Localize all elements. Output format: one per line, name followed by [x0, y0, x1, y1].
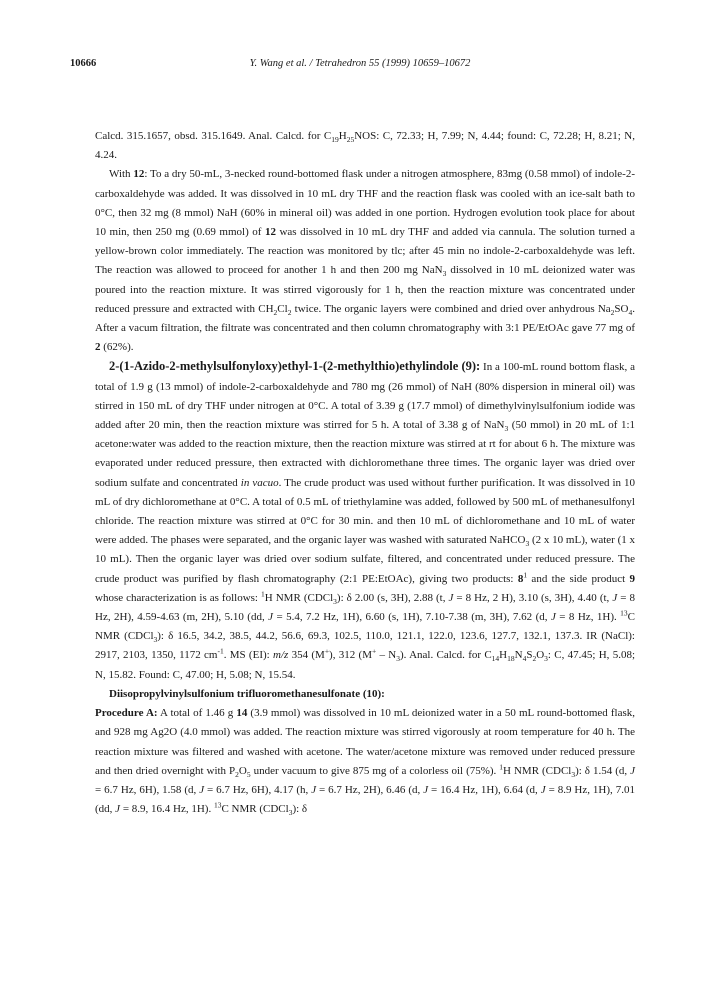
paragraph-analysis-continuation: Calcd. 315.1657, obsd. 315.1649. Anal. Calcd. for $C_{19}H_{25}NOS$: C, 72.33; H, 7.99; N, 4.44; found: C, 72.28; H, 8.21; N, 4.24.	[95, 130, 635, 162]
journal-reference: Y. Wang et al. / Tetrahedron 55 (1999) 10659–10672	[249, 58, 471, 69]
article-body	[95, 127, 635, 819]
paragraph-compound-9: 2-(1-Azido-2-methylsulfonyloxy)ethyl-1-(2-methylthio)ethylindole (9): In a 100-mL round bottom flask, a total of 1.9 g (13 mmol) of indole-2-carboxaldehyde and 780 mg (26 mmol) of NaH (80% dispersion in mineral oil) was stirred in 150 mL of dry THF under nitrogen at 0°C. A total of 3.39 g (17.7 mmol) of dimethylvinylsulfonium iodide was added after 20 min, then the reaction mixture was stirred for 5 h. A total of 3.38 g of NaN$_3$ (50 mmol) in 20 mL of 1:1 acetone:water was added to the reaction mixture, then the reaction mixture was stirred at rt for about 6 h. The mixture was evaporated under reduced pressure, then extracted with dichloromethane three times. The organic layer was dried over sodium sulfate and concentrated in vacuo. The crude product was used without further purification. It was dissolved in 10 mL of dry dichloromethane at 0°C. A total of 0.5 mL of triethylamine was added, followed by 500 mL of methanesulfonyl chloride. The reaction mixture was stirred at 0°C for 30 min. and then 10 mL of dichloromethane and 10 mL of water were added. The phases were separated, and the organic layer was washed with saturated NaHCO$_3$ (2 x 10 mL), water (1 x 10 mL). Then the organic layer was dried over sodium sulfate, filtered, and concentrated under reduced pressure. The crude product was purified by flash chromatography (2:1 PE:EtOAc), giving two products: $8^1$ and the side product 9 whose characterization is as follows: $^1$H NMR (CDCl$_3$): δ 2.00 (s, 3H), 2.88 (t, J = 8 Hz, 2 H), 3.10 (s, 3H), 4.40 (t, J = 8 Hz, 2H), 4.59-4.63 (m, 2H), 5.10 (dd, J = 5.4, 7.2 Hz, 1H), 6.60 (s, 1H), 7.10-7.38 (m, 3H), 7.62 (d, J = 8 Hz, 1H). $^{13}$C NMR (CDCl$_3$): δ 16.5, 34.2, 38.5, 44.2, 56.6, 69.3, 102.5, 110.0, 121.1, 122.0, 123.6, 127.7, 132.1, 137.3. IR (NaCl): 2917, 2103, 1350, 1172 $cm^{-1}$. MS (EI): m/z 354 (M+), 312 $(M^+ - N_3)$. Anal. Calcd. for $C_{14}H_{18}N_4S_2O_3$: C, 47.45; H, 5.08; N, 15.82. Found: C, 47.00; H, 5.08; N, 15.54.	[95, 359, 636, 681]
paragraph-procedure-a: Procedure A: A total of 1.46 g 14 (3.9 mmol) was dissolved in 10 mL deionized water in a 50 mL round-bottomed flask, and 928 mg Ag2O (4.0 mmol) was added. The reaction mixture was stirred vigorously at room temperature for 40 h. The reaction mixture was filtered and washed with acetone. The water/acetone mixture was removed under reduced pressure and then dried overnight with $P_2O_5$ under vacuum to give 875 mg of a colorless oil (75%). $^1$H NMR (CDCl$_3$): δ 1.54 (d, J = 6.7 Hz, 6H), 1.58 (d, J = 6.7 Hz, 6H), 4.17 (h, J = 6.7 Hz, 2H), 6.46 (d, J = 16.4 Hz, 1H), 6.64 (d, J = 8.9 Hz, 1H), 7.01 (dd, J = 8.9, 16.4 Hz, 1H). $^{13}$C NMR (CDCl$_3$): δ	[95, 707, 635, 818]
compound-9-heading: 2-(1-Azido-2-methylsulfonyloxy)ethyl-1-(2-methylthio)ethylindole (9):	[109, 359, 481, 374]
compound-10-heading: Diisopropylvinylsulfonium trifluoromethanesulfonate (10):	[109, 687, 385, 700]
procedure-a-label: Procedure A:	[95, 707, 158, 720]
running-head	[70, 58, 650, 74]
paragraph-procedure-with-12: With 12: To a dry 50-mL, 3-necked round-bottomed flask under a nitrogen atmosphere, 83mg (0.58 mmol) of indole-2-carboxaldehyde was added. It was dissolved in 10 mL dry THF and the reaction flask was cooled with an ice-salt bath to 0°C, then 32 mg (8 mmol) NaH (60% in mineral oil) was added in one portion. Hydrogen evolution took place for about 10 min, then 250 mg (0.69 mmol) of 12 was dissolved in 10 mL dry THF and added via cannula. The solution turned a yellow-brown color immediately. The reaction was monitored by tlc; after 45 min no indole-2-carboxaldehyde was left. The reaction was allowed to proceed for another 1 h and then 200 mg NaN$_3$ dissolved in 10 mL deionized water was poured into the reaction mixture. It was stirred vigorously for 1 h, then the reaction mixture was concentrated under reduced pressure and extracted with $CH_2Cl_2$ twice. The organic layers were combined and dried over anhydrous $Na_2SO_4$. After a vacum filtration, the filtrate was concentrated and then column chromatography with 3:1 PE/EtOAc gave 77 mg of 2 (62%).	[95, 168, 636, 354]
page-number: 10666	[70, 58, 97, 69]
